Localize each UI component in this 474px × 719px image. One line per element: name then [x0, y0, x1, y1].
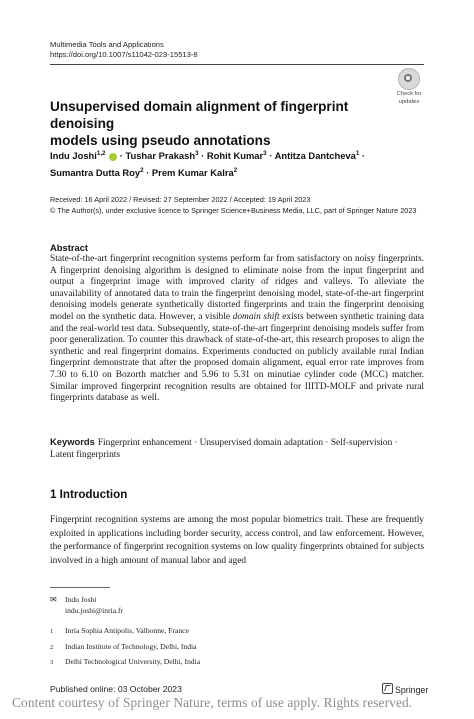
author-name[interactable]: Indu Joshi	[50, 150, 97, 162]
introduction-body: Fingerprint recognition systems are among the most popular biometrics trait. These are frequently exploited in applications including border security, access control, and law enforcement. However, the performance of fingerprint recognition systems on low quality fingerprints obtained for subjects involved in a high amount of manual labor and aged	[50, 515, 424, 566]
abstract-body	[50, 254, 424, 405]
affiliation-number: 1	[50, 628, 54, 635]
author-affiliation-sup: 3	[195, 150, 199, 157]
affiliation-number: 3	[50, 659, 54, 666]
copyright-notice: © The Author(s), under exclusive licence to Springer Science+Business Media, LLC, part of Springer Nature 2023	[50, 205, 417, 215]
badge-label-2: updates	[398, 98, 420, 105]
journal-name: Multimedia Tools and Applications	[50, 40, 164, 49]
check-for-updates-badge[interactable]	[393, 68, 425, 105]
affiliation-item	[50, 657, 200, 668]
keywords	[50, 436, 424, 461]
affiliation-text: Delhi Technological University, Delhi, India	[65, 657, 201, 666]
section-heading-introduction: 1 Introduction	[50, 488, 128, 501]
crossmark-icon	[398, 68, 420, 90]
springer-horse-icon	[382, 683, 393, 694]
keywords-label: Keywords	[50, 436, 95, 447]
author-separator: ·	[266, 150, 275, 162]
affiliation-text: Indian Institute of Technology, Delhi, India	[65, 642, 197, 651]
affiliation-number: 2	[50, 644, 54, 651]
author-list	[50, 146, 410, 180]
envelope-icon: ✉	[50, 595, 57, 604]
badge-label-1: Check for	[396, 91, 422, 97]
abstract-emphasis: domain shift	[232, 311, 280, 322]
author-line-1	[50, 146, 410, 163]
author-affiliation-sup: 1	[355, 150, 360, 157]
author-affiliation-sup: 1,2	[96, 150, 106, 157]
article-history	[50, 195, 416, 216]
doi-link[interactable]: https://doi.org/10.1007/s11042-023-15513-8	[50, 50, 198, 59]
courtesy-watermark: Content courtesy of Springer Nature, terms of use apply. Rights reserved.	[12, 695, 413, 710]
author-affiliation-sup: 2	[233, 167, 238, 175]
affiliation-item	[50, 626, 189, 637]
author-name[interactable]: Rohit Kumar	[206, 150, 264, 162]
abstract-text-1: State-of-the-art fingerprint recognition systems perform far from satisfactory on noisy fingerprints. A fingerprint denoising algorithm is designed to eliminate noise from the input fingerprint and output a fingerprint image with improved clarity of ridges and valleys. To alleviate the unavailability of annotated data to train the fingerprint denoising model, state-of-the-art fingerprint denoising models generate synthetically distorted fingerprints and train the fingerprint denoising model on the synthetic data. However, a visible	[50, 254, 424, 322]
abstract-heading: Abstract	[50, 242, 89, 253]
footnote-rule	[50, 587, 110, 588]
author-name[interactable]: Prem Kumar Kalra	[151, 167, 234, 179]
keywords-list: Fingerprint enhancement · Unsupervised domain adaptation · Self-supervision · Latent fingerprints	[50, 438, 398, 460]
author-name[interactable]: Tushar Prakash	[125, 150, 196, 162]
author-line-2	[50, 163, 410, 180]
author-separator: ·	[359, 150, 366, 162]
author-affiliation-sup: 3	[263, 150, 267, 157]
author-separator: ·	[143, 167, 152, 179]
author-affiliation-sup: 2	[140, 167, 144, 175]
orcid-icon[interactable]	[109, 153, 117, 161]
title-line-2: models using pseudo annotations	[50, 133, 271, 148]
publisher-name: Springer	[395, 685, 429, 695]
history-dates: Received: 16 April 2022 / Revised: 27 September 2022 / Accepted: 19 April 2023	[50, 195, 311, 204]
author-separator: ·	[117, 150, 126, 162]
contact-name: Indu Joshi	[65, 595, 97, 604]
author-name[interactable]: Antitza Dantcheva	[274, 150, 356, 162]
affiliation-item	[50, 642, 196, 653]
journal-header	[50, 40, 198, 60]
header-rule	[50, 64, 424, 65]
affiliation-text: Inria Sophia Antipolis, Valbonne, France	[65, 626, 189, 635]
abstract-text-2: exists between synthetic training data and the real-world test data. Subsequently, state-of-the-art fingerprint denoising models suffer from poor generalization. To counter this drawback of state-of-the-art, this research proposes to align the synthetic and real fingerprint domains. Experiments conducted on publicly available rural Indian fingerprint demonstrate that after the proposed domain alignment, equal error rate improves from 7.30 to 6.10 on Bozorth matcher and 5.96 to 5.31 on minutiae cylinder code (MCC) matcher. Similar improved fingerprint recognition results are obtained for IIITD-MOLF and private rural fingerprints database as well.	[50, 311, 424, 404]
corresponding-author	[50, 595, 123, 616]
published-online: Published online: 03 October 2023	[50, 684, 182, 694]
author-name[interactable]: Sumantra Dutta Roy	[50, 167, 141, 179]
author-separator: ·	[198, 150, 207, 162]
contact-email[interactable]: indu.joshi@inria.fr	[65, 605, 124, 615]
title-line-1: Unsupervised domain alignment of fingerprint denoising	[50, 99, 349, 131]
paper-title	[50, 98, 380, 149]
publisher-logo[interactable]	[382, 683, 428, 695]
